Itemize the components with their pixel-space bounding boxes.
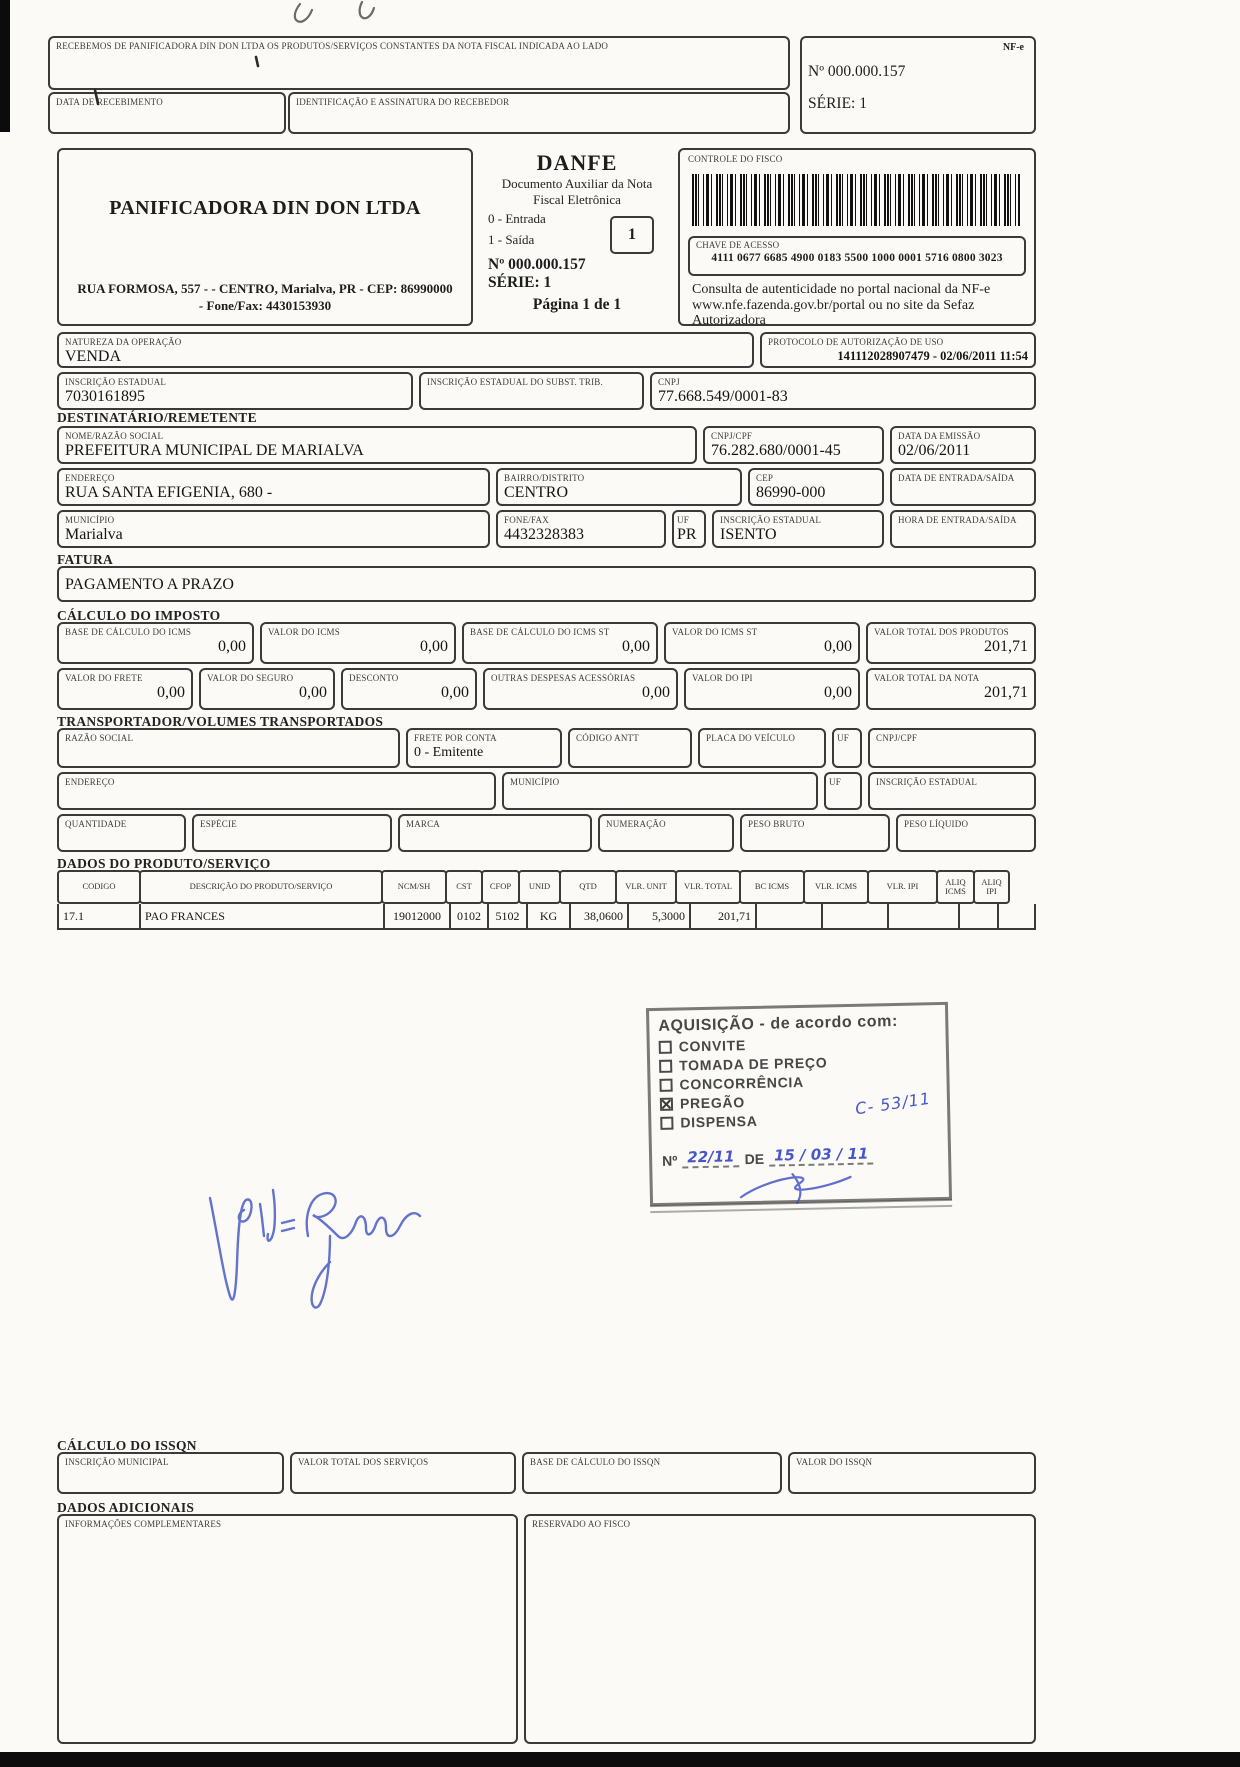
- col-aliq-icms: ALIQ ICMS: [936, 870, 975, 904]
- chave-acesso-valor: 4111 0677 6685 4900 0183 5500 1000 0001 5716 0800 3023: [711, 252, 1003, 264]
- transp-cnpj-field: CNPJ/CPF: [868, 728, 1036, 768]
- placa-veiculo-field: PLACA DO VEÍCULO: [698, 728, 826, 768]
- col-unid: UNID: [518, 870, 561, 904]
- col-ncm: NCM/SH: [381, 870, 447, 904]
- cnpj-emitente-field: CNPJ 77.668.549/0001-83: [650, 372, 1036, 410]
- emitente-endereco-l2: - Fone/Fax: 4430153930: [198, 298, 332, 313]
- codigo-antt-field: CÓDIGO ANTT: [568, 728, 692, 768]
- fisco-box: [678, 148, 1036, 326]
- cell-vlr-ipi: [889, 904, 960, 928]
- inscricao-municipal-field: INSCRIÇÃO MUNICIPAL: [57, 1452, 284, 1494]
- canhoto-serie: SÉRIE: 1: [808, 95, 867, 112]
- quantidade-field: QUANTIDADE: [57, 814, 186, 852]
- canhoto-nfe-box: [800, 36, 1036, 134]
- fatura-field: PAGAMENTO A PRAZO: [57, 566, 1036, 602]
- header-section: [57, 148, 1036, 326]
- danfe-entrada: 0 - Entrada: [488, 211, 546, 226]
- emitente-box: [57, 148, 473, 326]
- outras-despesas-field: OUTRAS DESPESAS ACESSÓRIAS 0,00: [483, 668, 678, 710]
- cell-descricao: PAO FRANCES: [141, 904, 385, 928]
- cell-cfop: 5102: [489, 904, 528, 928]
- scan-edge-artifact-left: [0, 0, 10, 132]
- danfe-tipo-box: 1: [610, 216, 654, 254]
- destinatario-nome-field: NOME/RAZÃO SOCIAL PREFEITURA MUNICIPAL DE MARIALVA: [57, 426, 697, 464]
- destinatario-endereco-field: ENDEREÇO RUA SANTA EFIGENIA, 680 -: [57, 468, 490, 506]
- stamp-item-2: CONCORRÊNCIA: [659, 1071, 937, 1093]
- produtos-section-title: DADOS DO PRODUTO/SERVIÇO: [57, 856, 271, 871]
- cell-vlr-total: 201,71: [691, 904, 757, 928]
- stamp-data-value: 15 / 03 / 11: [769, 1144, 874, 1166]
- issqn-row: [57, 1452, 1036, 1494]
- cell-vlr-unit: 5,3000: [629, 904, 691, 928]
- danfe-subtitulo-l1: Documento Auxiliar da Nota: [501, 176, 653, 191]
- destinatario-section-title: DESTINATÁRIO/REMETENTE: [57, 410, 257, 425]
- stamp-checkbox-3: [660, 1097, 673, 1110]
- nfe-label: NF-e: [1002, 42, 1024, 53]
- informacoes-complementares-box: INFORMAÇÕES COMPLEMENTARES: [57, 1514, 518, 1744]
- col-vlr-icms: VLR. ICMS: [803, 870, 869, 904]
- canhoto-recebemos-label: RECEBEMOS DE PANIFICADORA DIN DON LTDA OS PRODUTOS/SERVIÇOS CONSTANTES DA NOTA FISCAL INDICADA AO LADO: [56, 41, 609, 51]
- stamp-handwritten-note: C- 53/11: [853, 1088, 932, 1119]
- peso-liquido-field: PESO LÍQUIDO: [896, 814, 1036, 852]
- destinatario-cep-field: CEP 86990-000: [748, 468, 884, 506]
- produtos-table-header: [57, 870, 1036, 904]
- transportador-row-1: [57, 728, 1036, 768]
- destinatario-municipio-field: MUNICÍPIO Marialva: [57, 510, 490, 548]
- transp-uf2-field: UF: [824, 772, 862, 810]
- col-bc-icms: BC ICMS: [739, 870, 805, 904]
- destinatario-cnpj-field: CNPJ/CPF 76.282.680/0001-45: [703, 426, 884, 464]
- danfe-saida: 1 - Saída: [488, 232, 535, 247]
- barcode: [692, 174, 1020, 226]
- stamp-item-4: DISPENSA: [660, 1109, 938, 1131]
- transportador-section-title: TRANSPORTADOR/VOLUMES TRANSPORTADOS: [57, 714, 384, 729]
- base-calculo-icms-st-field: BASE DE CÁLCULO DO ICMS ST 0,00: [462, 622, 658, 664]
- col-cst: CST: [445, 870, 483, 904]
- frete-por-conta-field: FRETE POR CONTA 0 - Emitente: [406, 728, 562, 768]
- stamp-checkbox-4: [660, 1116, 673, 1129]
- stamp-checkbox-0: [659, 1040, 672, 1053]
- adicionais-section-title: DADOS ADICIONAIS: [57, 1500, 195, 1515]
- danfe-subtitulo-l2: Fiscal Eletrônica: [533, 192, 621, 207]
- desconto-field: DESCONTO 0,00: [341, 668, 477, 710]
- inscricao-subst-trib-field: INSCRIÇÃO ESTADUAL DO SUBST. TRIB.: [419, 372, 644, 410]
- valor-total-servicos-field: VALOR TOTAL DOS SERVIÇOS: [290, 1452, 516, 1494]
- valor-frete-field: VALOR DO FRETE 0,00: [57, 668, 193, 710]
- valor-issqn-field: VALOR DO ISSQN: [788, 1452, 1036, 1494]
- col-vlr-unit: VLR. UNIT: [615, 870, 677, 904]
- danfe-block: [482, 150, 672, 326]
- canhoto-numero: Nº 000.000.157: [808, 63, 906, 80]
- col-vlr-ipi: VLR. IPI: [867, 870, 938, 904]
- base-calculo-icms-field: BASE DE CÁLCULO DO ICMS 0,00: [57, 622, 254, 664]
- hora-entrada-saida-field: HORA DE ENTRADA/SAÍDA: [890, 510, 1036, 548]
- transp-uf-field: UF: [832, 728, 862, 768]
- canhoto-section: [48, 36, 1036, 134]
- valor-ipi-field: VALOR DO IPI 0,00: [684, 668, 860, 710]
- reservado-fisco-box: RESERVADO AO FISCO: [524, 1514, 1036, 1744]
- danfe-numero: Nº 000.000.157: [488, 256, 586, 273]
- inscricoes-row: [57, 372, 1036, 410]
- emitente-endereco-l1: RUA FORMOSA, 557 - - CENTRO, Marialva, PR - CEP: 86990000: [77, 281, 453, 296]
- cell-aliq-ipi: [999, 904, 1036, 928]
- destinatario-fone-field: FONE/FAX 4432328383: [496, 510, 666, 548]
- stamp-item-0: CONVITE: [659, 1033, 937, 1055]
- imposto-row-2: [57, 668, 1036, 710]
- col-codigo: CODIGO: [57, 870, 141, 904]
- valor-icms-st-field: VALOR DO ICMS ST 0,00: [664, 622, 860, 664]
- danfe-serie: SÉRIE: 1: [488, 274, 552, 291]
- consulta-autenticidade: Consulta de autenticidade no portal nacional da NF-e www.nfe.fazenda.gov.br/portal ou no site da Sefaz Autorizadora: [692, 282, 991, 328]
- danfe-titulo: DANFE: [536, 150, 618, 175]
- destinatario-uf-field: UF PR: [672, 510, 706, 548]
- col-cfop: CFOP: [481, 870, 520, 904]
- transportador-row-3: [57, 814, 1036, 852]
- destinatario-bairro-field: BAIRRO/DISTRITO CENTRO: [496, 468, 742, 506]
- stamp-title: AQUISIÇÃO - de acordo com:: [658, 1012, 899, 1035]
- destinatario-row-2: [57, 468, 1036, 506]
- destinatario-row-1: [57, 426, 1036, 464]
- col-descricao: DESCRIÇÃO DO PRODUTO/SERVIÇO: [139, 870, 383, 904]
- signature-scribble: [180, 1170, 450, 1320]
- chave-acesso-box: [688, 236, 1026, 276]
- marca-field: MARCA: [398, 814, 592, 852]
- transportador-row-2: [57, 772, 1036, 810]
- natureza-operacao-field: NATUREZA DA OPERAÇÃO VENDA: [57, 332, 754, 368]
- peso-bruto-field: PESO BRUTO: [740, 814, 890, 852]
- data-recebimento-label: DATA DE RECEBIMENTO: [56, 97, 163, 107]
- cell-ncm: 19012000: [385, 904, 451, 928]
- produto-table-row: [57, 904, 1036, 930]
- col-vlr-total: VLR. TOTAL: [675, 870, 741, 904]
- cell-bc-icms: [757, 904, 823, 928]
- inscricao-estadual-field: INSCRIÇÃO ESTADUAL 7030161895: [57, 372, 413, 410]
- identificacao-label: IDENTIFICAÇÃO E ASSINATURA DO RECEBEDOR: [296, 97, 510, 107]
- imposto-section-title: CÁLCULO DO IMPOSTO: [57, 608, 221, 623]
- imposto-row-1: [57, 622, 1036, 664]
- transp-municipio-field: MUNICÍPIO: [502, 772, 818, 810]
- stamp-numero-label: Nº: [661, 1152, 678, 1169]
- col-qtd: QTD: [559, 870, 617, 904]
- transp-razao-social-field: RAZÃO SOCIAL: [57, 728, 400, 768]
- stamp-item-3: ✕ PREGÃO: [660, 1090, 938, 1112]
- protocolo-autorizacao-field: PROTOCOLO DE AUTORIZAÇÃO DE USO 141112028907479 - 02/06/2011 11:54: [760, 332, 1036, 368]
- destinatario-row-3: [57, 510, 1036, 548]
- data-emissao-field: DATA DA EMISSÃO 02/06/2011: [890, 426, 1036, 464]
- transp-endereco-field: ENDEREÇO: [57, 772, 496, 810]
- especie-field: ESPÉCIE: [192, 814, 392, 852]
- cell-unid: KG: [528, 904, 571, 928]
- valor-total-nota-field: VALOR TOTAL DA NOTA 201,71: [866, 668, 1036, 710]
- stamp-de-label: DE: [744, 1150, 765, 1168]
- cell-qtd: 38,0600: [571, 904, 629, 928]
- valor-total-produtos-field: VALOR TOTAL DOS PRODUTOS 201,71: [866, 622, 1036, 664]
- valor-icms-field: VALOR DO ICMS 0,00: [260, 622, 456, 664]
- canhoto-identificacao-box: [288, 92, 790, 134]
- stamp-item-1: TOMADA DE PREÇO: [659, 1052, 937, 1074]
- aquisicao-stamp: [646, 1002, 952, 1206]
- numeracao-field: NUMERAÇÃO: [598, 814, 734, 852]
- danfe-pagina: Página 1 de 1: [532, 296, 622, 313]
- issqn-section-title: CÁLCULO DO ISSQN: [57, 1438, 197, 1453]
- stamp-numero-value: 22/11: [682, 1147, 740, 1168]
- emitente-endereco: [63, 280, 467, 314]
- destinatario-ie-field: INSCRIÇÃO ESTADUAL ISENTO: [712, 510, 884, 548]
- cell-aliq-icms: [960, 904, 999, 928]
- chave-acesso-label: CHAVE DE ACESSO: [696, 240, 780, 250]
- stamp-checkbox-2: [659, 1078, 672, 1091]
- fatura-section-title: FATURA: [57, 552, 114, 567]
- controle-fisco-label: CONTROLE DO FISCO: [688, 154, 783, 164]
- canhoto-recebemos-box: [48, 36, 790, 90]
- stamp-checkbox-1: [659, 1059, 672, 1072]
- stamp-signature-scribble: [722, 1168, 873, 1205]
- emitente-nome: PANIFICADORA DIN DON LTDA: [109, 197, 421, 219]
- cell-vlr-icms: [823, 904, 889, 928]
- valor-seguro-field: VALOR DO SEGURO 0,00: [199, 668, 335, 710]
- base-calculo-issqn-field: BASE DE CÁLCULO DO ISSQN: [522, 1452, 782, 1494]
- stamp-number-line: [662, 1143, 938, 1169]
- cell-codigo: 17.1: [59, 904, 141, 928]
- scan-edge-artifact-bottom: [0, 1752, 1240, 1767]
- col-aliq-ipi: ALIQ IPI: [973, 870, 1010, 904]
- transp-ie-field: INSCRIÇÃO ESTADUAL: [868, 772, 1036, 810]
- canhoto-data-recebimento-box: [48, 92, 286, 134]
- data-entrada-saida-field: DATA DE ENTRADA/SAÍDA: [890, 468, 1036, 506]
- cell-cst: 0102: [451, 904, 489, 928]
